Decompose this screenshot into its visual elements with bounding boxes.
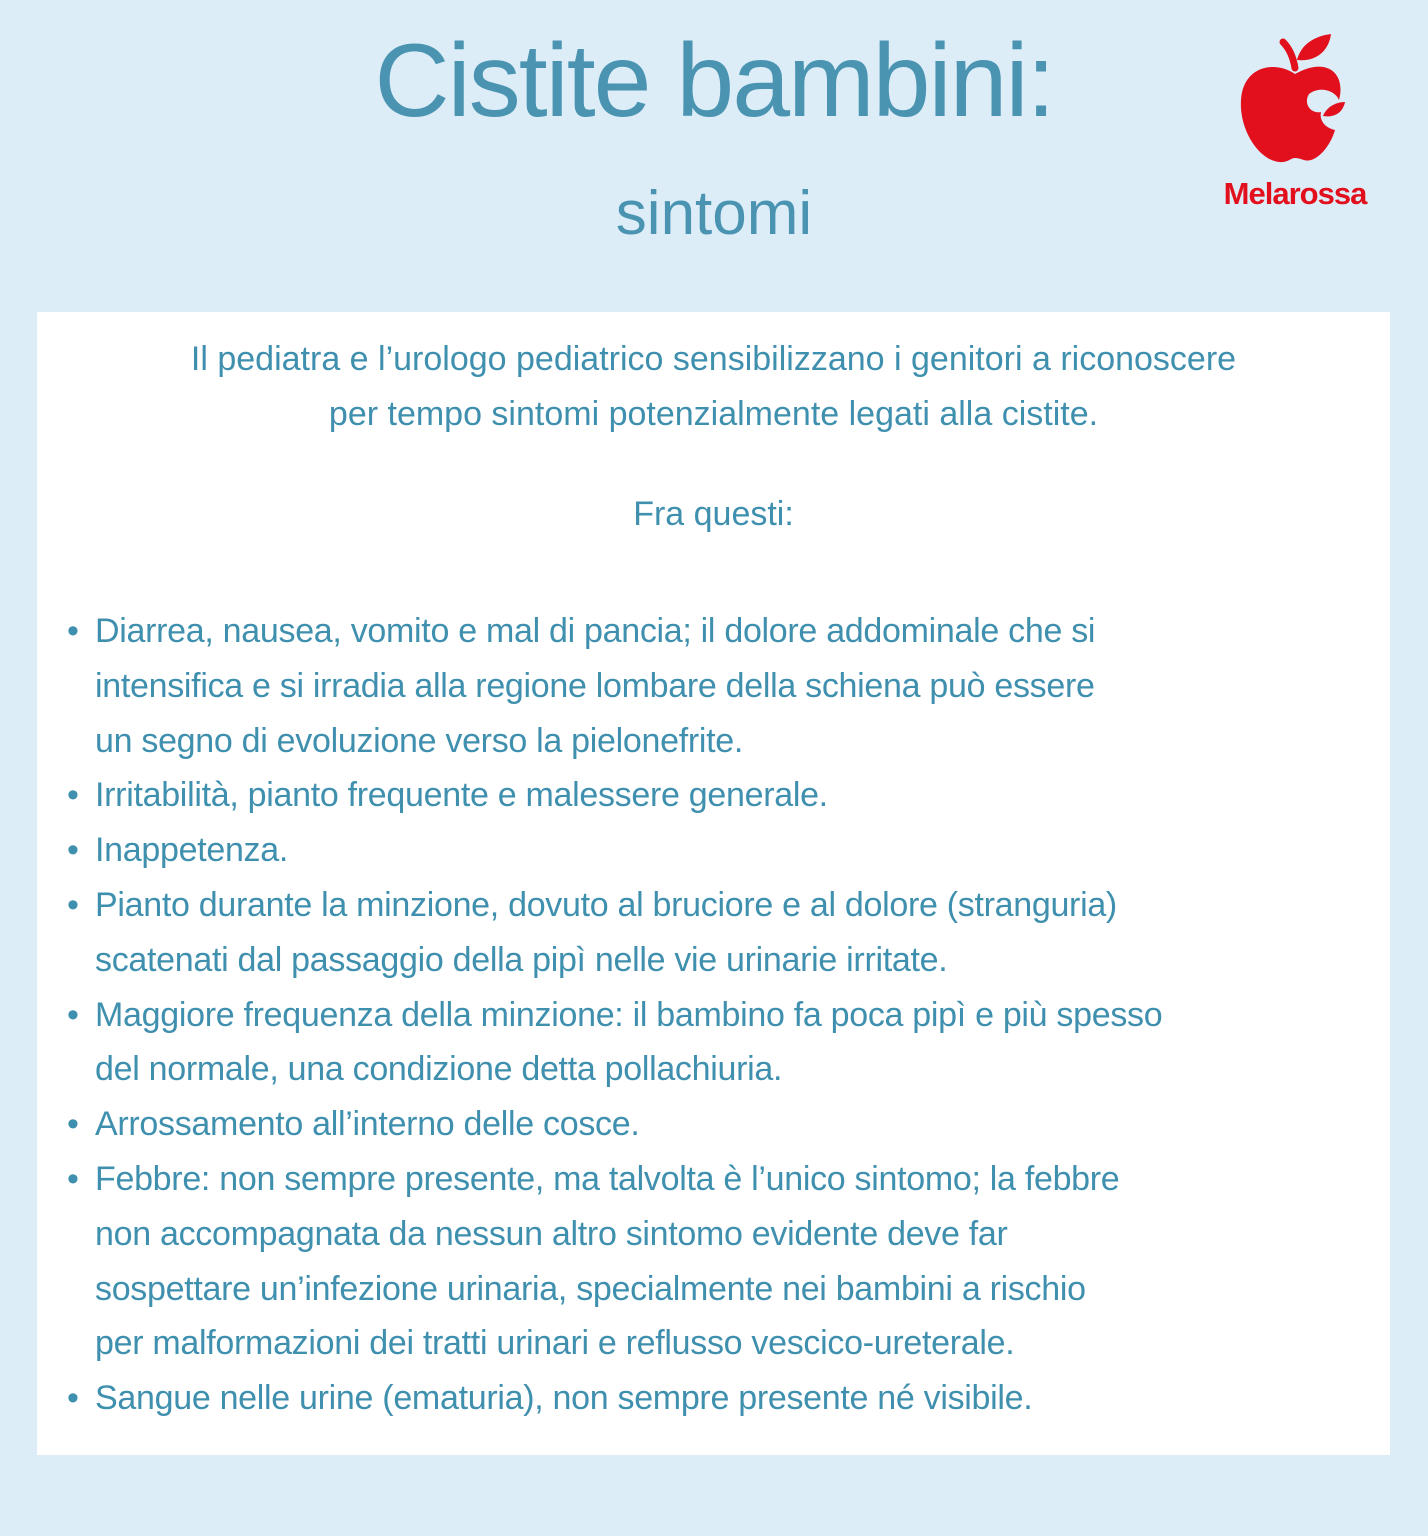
- symptom-item: [65, 1371, 1162, 1426]
- symptom-line: del normale, una condizione detta pollachiuria.: [95, 1050, 783, 1089]
- symptom-line: Febbre: non sempre presente, ma talvolta è l’unico sintomo; la febbre: [95, 1159, 1120, 1198]
- symptom-line: Maggiore frequenza della minzione: il bambino fa poca pipì e più spesso: [95, 995, 1163, 1034]
- symptom-line: non accompagnata da nessun altro sintomo evidente deve far: [95, 1214, 1008, 1253]
- bullet-icon: •: [67, 776, 79, 815]
- intro-text: [37, 332, 1390, 442]
- bullet-icon: •: [67, 995, 79, 1034]
- melarossa-logo: [1205, 30, 1385, 212]
- symptom-line: un segno di evoluzione verso la pielonefrite.: [95, 721, 744, 760]
- symptom-item: [65, 878, 1162, 988]
- symptom-line: Arrossamento all’interno delle cosce.: [95, 1105, 640, 1144]
- symptom-line: intensifica e si irradia alla regione lombare della schiena può essere: [95, 666, 1095, 705]
- symptom-line: Pianto durante la minzione, dovuto al bruciore e al dolore (stranguria): [95, 885, 1117, 924]
- bullet-icon: •: [67, 831, 79, 870]
- symptom-line: Irritabilità, pianto frequente e malessere generale.: [95, 776, 828, 815]
- logo-text: Melarossa: [1223, 176, 1367, 211]
- symptom-item: [65, 1152, 1162, 1371]
- content-card: [37, 312, 1390, 1455]
- symptom-item: [65, 1097, 1162, 1152]
- symptom-line: Inappetenza.: [95, 831, 289, 870]
- bullet-icon: •: [67, 885, 79, 924]
- symptom-line: Diarrea, nausea, vomito e mal di pancia; il dolore addominale che si: [95, 612, 1096, 650]
- symptom-line: sospettare un’infezione urinaria, specialmente nei bambini a rischio: [95, 1269, 1086, 1308]
- symptom-item: [65, 768, 1162, 823]
- intro-line: Il pediatra e l’urologo pediatrico sensibilizzano i genitori a riconoscere: [190, 340, 1237, 378]
- page-subtitle: sintomi: [615, 179, 813, 248]
- symptom-list: [65, 604, 1162, 1426]
- apple-icon: [1235, 30, 1355, 165]
- symptom-line: per malformazioni dei tratti urinari e reflusso vescico-ureterale.: [95, 1324, 1015, 1363]
- bullet-icon: •: [67, 1379, 79, 1418]
- symptom-item: [65, 988, 1162, 1098]
- symptom-item: [65, 604, 1162, 768]
- symptom-line: scatenati dal passaggio della pipì nelle vie urinarie irritate.: [95, 940, 948, 979]
- intro-line: per tempo sintomi potenzialmente legati alla cistite.: [328, 395, 1099, 433]
- symptom-line: Sangue nelle urine (ematuria), non sempre presente né visibile.: [95, 1379, 1033, 1418]
- page-title: Cistite bambini:: [374, 23, 1054, 139]
- bullet-icon: •: [67, 612, 79, 650]
- bullet-icon: •: [67, 1105, 79, 1144]
- symptom-item: [65, 823, 1162, 878]
- lead-text: Fra questi:: [633, 495, 794, 533]
- bullet-icon: •: [67, 1159, 79, 1198]
